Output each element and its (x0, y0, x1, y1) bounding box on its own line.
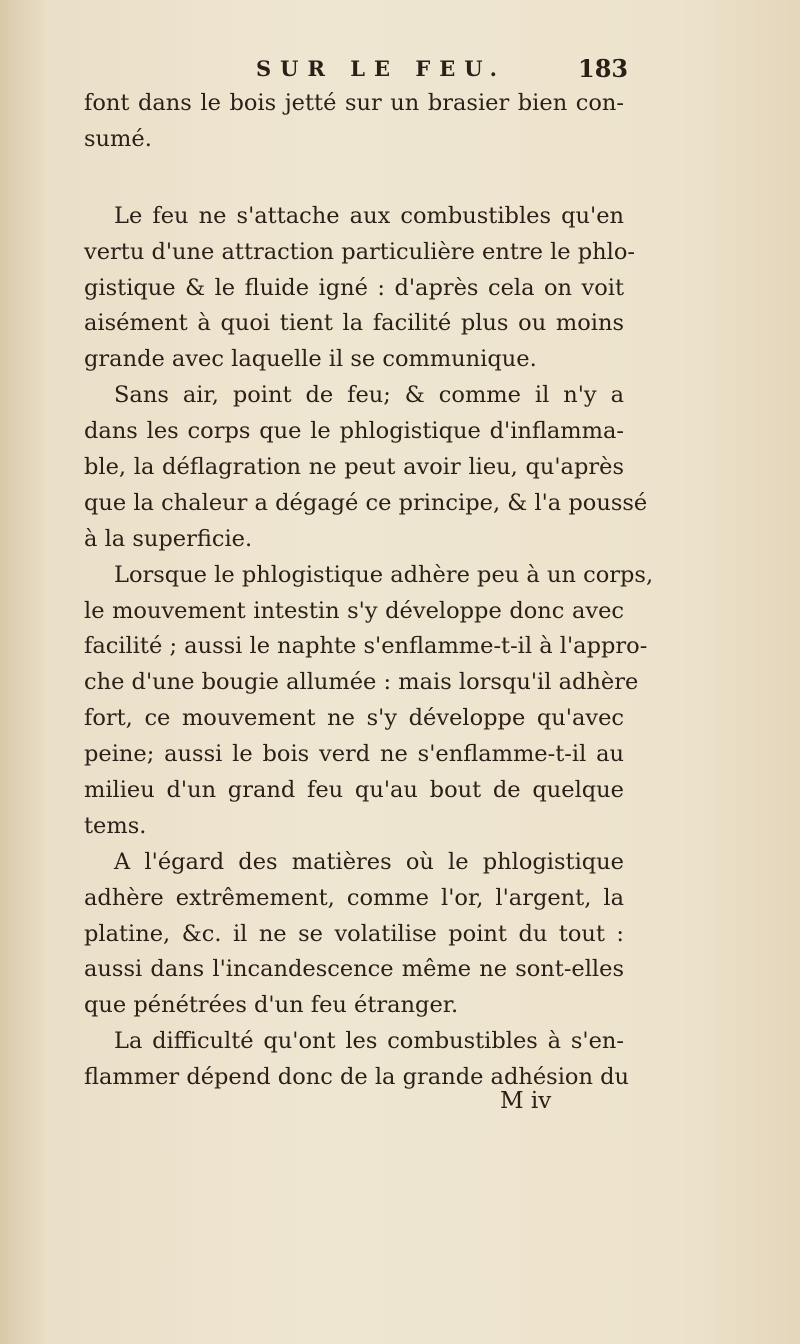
signature-mark: M iv (500, 1088, 552, 1114)
text-line: Sans air, point de feu; & comme il n'y a (114, 382, 624, 409)
text-line: sumé. (84, 125, 152, 152)
text-line: que pénétrées d'un feu étranger. (84, 992, 459, 1019)
text-line: font dans le bois jetté sur un brasier bien con- (84, 90, 624, 116)
text-line: le mouvement intestin s'y développe donc avec (84, 597, 624, 624)
text-line: ble, la déflagration ne peut avoir lieu, qu'après (84, 454, 624, 481)
text-line: che d'une bougie allumée : mais lorsqu'il adhère (84, 669, 639, 696)
text-line: que la chaleur a dégagé ce principe, & l'a poussé (84, 489, 648, 516)
text-line: dans les corps que le phlogistique d'inflamma- (84, 418, 624, 445)
text-line: gistique & le fluide igné : d'après cela on voit (84, 274, 624, 301)
text-line: aussi dans l'incandescence même ne sont-elles (84, 956, 624, 983)
text-line: facilité ; aussi le naphte s'enflamme-t-il à l'appro- (84, 633, 648, 660)
page-number: 183 (578, 54, 629, 83)
text-line: milieu d'un grand feu qu'au bout de quelque (84, 777, 624, 804)
running-head: SUR LE FEU. (256, 56, 506, 81)
text-line: fort, ce mouvement ne s'y développe qu'avec (84, 705, 624, 732)
text-line: La difficulté qu'ont les combustibles à s'en- (114, 1028, 624, 1055)
text-line: adhère extrêmement, comme l'or, l'argent, la (84, 884, 624, 911)
text-line: Lorsque le phlogistique adhère peu à un corps, (114, 561, 654, 588)
text-line: Le feu ne s'attache aux combustibles qu'en (114, 202, 624, 229)
text-line: aisément à quoi tient la facilité plus ou moins (84, 310, 624, 337)
body-text (84, 86, 654, 1096)
text-line: à la superficie. (84, 525, 253, 552)
paragraph-gap (84, 158, 624, 199)
text-line: vertu d'une attraction particulière entre le phlo- (84, 238, 636, 265)
text-line: peine; aussi le bois verd ne s'enflamme-t-il au (84, 741, 624, 768)
text-line: A l'égard des matières où le phlogistique (114, 848, 624, 875)
text-line: tems. (84, 812, 147, 839)
text-line: grande avec laquelle il se communique. (84, 346, 537, 373)
text-line: platine, &c. il ne se volatilise point du tout : (84, 920, 624, 947)
text-line: flammer dépend donc de la grande adhésion du (84, 1064, 630, 1091)
